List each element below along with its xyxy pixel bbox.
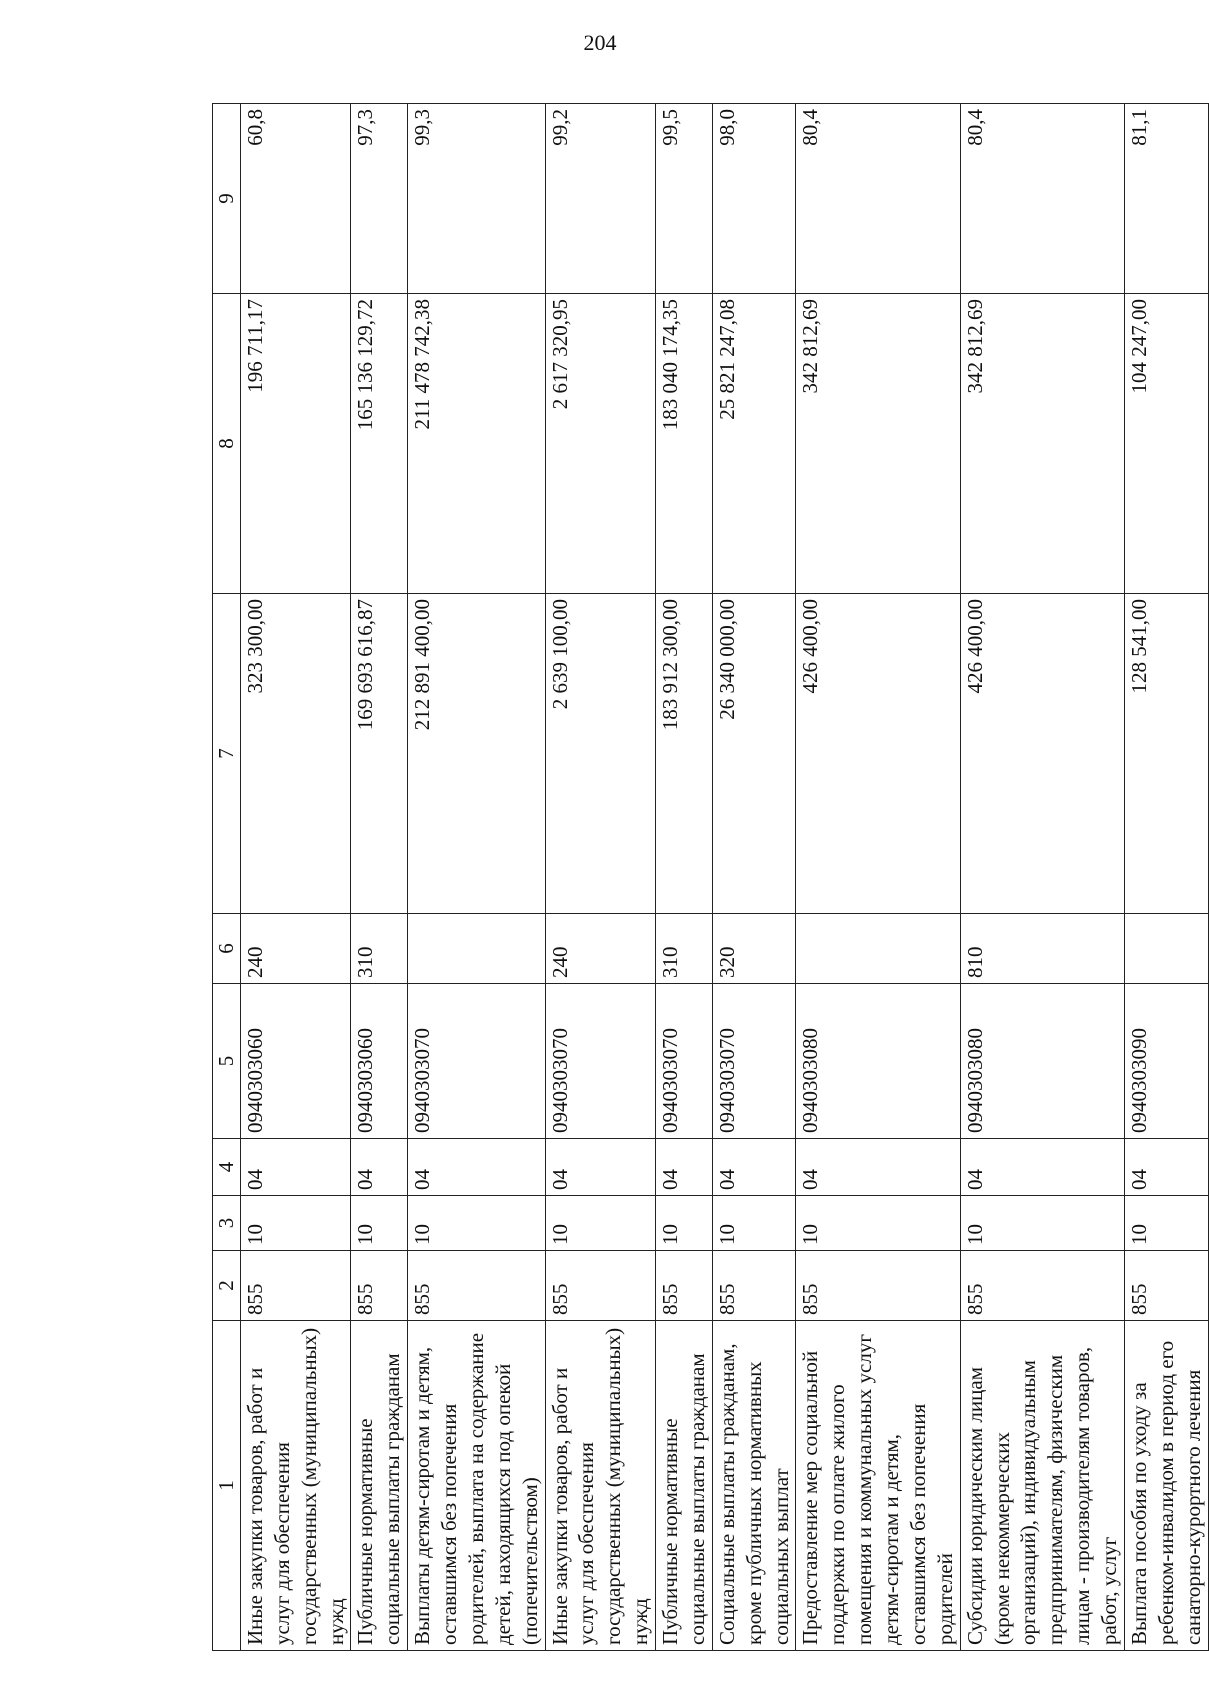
- row-code-5: 0940303070: [656, 984, 713, 1139]
- row-value-9: 60,8: [240, 104, 351, 294]
- row-code-4: 04: [1124, 1139, 1208, 1196]
- row-code-6: 240: [545, 914, 656, 984]
- rotated-table-wrapper: [212, 104, 1205, 1651]
- row-value-9: 99,5: [656, 104, 713, 294]
- row-code-5: 0940303070: [545, 984, 656, 1139]
- table-row: [712, 104, 796, 1651]
- row-value-8: 25 821 247,08: [712, 294, 796, 594]
- header-cell: 7: [213, 594, 241, 914]
- row-value-7: 128 541,00: [1124, 594, 1208, 914]
- row-code-5: 0940303070: [712, 984, 796, 1139]
- row-code-5: 0940303060: [351, 984, 408, 1139]
- row-code-6: [796, 914, 960, 984]
- header-cell: 3: [213, 1196, 241, 1251]
- row-description: Выплаты детям-сиротам и детям, оставшимся без попечения родителей, выплата на содержание детей, находящихся под опекой (попечительством): [408, 1321, 545, 1651]
- row-value-7: 26 340 000,00: [712, 594, 796, 914]
- row-code-2: 855: [1124, 1251, 1208, 1321]
- row-description: Субсидии юридическим лицам (кроме некоммерческих организаций), индивидуальным предпринимателям, физическим лицам - производителям товаров, работ, услуг: [960, 1321, 1124, 1651]
- row-description: Публичные нормативные социальные выплаты гражданам: [656, 1321, 713, 1651]
- row-code-6: 310: [656, 914, 713, 984]
- row-value-9: 80,4: [796, 104, 960, 294]
- row-code-2: 855: [656, 1251, 713, 1321]
- row-code-2: 855: [351, 1251, 408, 1321]
- row-code-6: 240: [240, 914, 351, 984]
- row-code-3: 10: [351, 1196, 408, 1251]
- row-code-6: 320: [712, 914, 796, 984]
- row-code-4: 04: [408, 1139, 545, 1196]
- table-row: [545, 104, 656, 1651]
- row-code-5: 0940303080: [960, 984, 1124, 1139]
- row-value-8: 183 040 174,35: [656, 294, 713, 594]
- header-cell: 4: [213, 1139, 241, 1196]
- row-value-7: 426 400,00: [960, 594, 1124, 914]
- row-value-7: 183 912 300,00: [656, 594, 713, 914]
- row-code-5: 0940303090: [1124, 984, 1208, 1139]
- row-code-2: 855: [712, 1251, 796, 1321]
- row-description: Социальные выплаты гражданам, кроме публичных нормативных социальных выплат: [712, 1321, 796, 1651]
- row-value-9: 98,0: [712, 104, 796, 294]
- row-code-6: 810: [960, 914, 1124, 984]
- budget-table: [212, 103, 1209, 1651]
- row-code-5: 0940303080: [796, 984, 960, 1139]
- row-code-5: 0940303060: [240, 984, 351, 1139]
- row-value-8: 342 812,69: [960, 294, 1124, 594]
- row-value-9: 97,3: [351, 104, 408, 294]
- header-cell: 5: [213, 984, 241, 1139]
- row-value-9: 81,1: [1124, 104, 1208, 294]
- row-code-3: 10: [712, 1196, 796, 1251]
- header-cell: 9: [213, 104, 241, 294]
- row-code-2: 855: [545, 1251, 656, 1321]
- row-value-9: 99,3: [408, 104, 545, 294]
- row-code-6: [1124, 914, 1208, 984]
- row-code-4: 04: [656, 1139, 713, 1196]
- row-code-3: 10: [408, 1196, 545, 1251]
- row-code-6: 310: [351, 914, 408, 984]
- row-value-7: 323 300,00: [240, 594, 351, 914]
- row-value-8: 196 711,17: [240, 294, 351, 594]
- row-code-2: 855: [960, 1251, 1124, 1321]
- row-value-7: 426 400,00: [796, 594, 960, 914]
- row-value-8: 211 478 742,38: [408, 294, 545, 594]
- header-cell: 2: [213, 1251, 241, 1321]
- row-value-8: 104 247,00: [1124, 294, 1208, 594]
- row-code-4: 04: [351, 1139, 408, 1196]
- row-value-7: 2 639 100,00: [545, 594, 656, 914]
- row-code-2: 855: [408, 1251, 545, 1321]
- row-value-9: 80,4: [960, 104, 1124, 294]
- header-cell: 1: [213, 1321, 241, 1651]
- table-row: [796, 104, 960, 1651]
- table-row: [960, 104, 1124, 1651]
- row-code-2: 855: [240, 1251, 351, 1321]
- table-row: [656, 104, 713, 1651]
- table-row: [1124, 104, 1208, 1651]
- table-row: [240, 104, 351, 1651]
- row-code-3: 10: [545, 1196, 656, 1251]
- row-code-3: 10: [1124, 1196, 1208, 1251]
- row-code-4: 04: [960, 1139, 1124, 1196]
- row-code-4: 04: [796, 1139, 960, 1196]
- row-description: Иные закупки товаров, работ и услуг для обеспечения государственных (муниципальных) нужд: [545, 1321, 656, 1651]
- header-cell: 8: [213, 294, 241, 594]
- row-code-5: 0940303070: [408, 984, 545, 1139]
- table-row: [351, 104, 408, 1651]
- row-code-4: 04: [240, 1139, 351, 1196]
- row-code-4: 04: [712, 1139, 796, 1196]
- row-value-8: 2 617 320,95: [545, 294, 656, 594]
- row-description: Выплата пособия по уходу за ребенком-инвалидом в период его санаторно-курортного лечения: [1124, 1321, 1208, 1651]
- row-code-3: 10: [796, 1196, 960, 1251]
- row-description: Предоставление мер социальной поддержки по оплате жилого помещения и коммунальных услуг детям-сиротам и детям, оставшимся без попечения родителей: [796, 1321, 960, 1651]
- row-description: Иные закупки товаров, работ и услуг для обеспечения государственных (муниципальных) нужд: [240, 1321, 351, 1651]
- header-cell: 6: [213, 914, 241, 984]
- header-row: [213, 104, 241, 1651]
- row-value-9: 99,2: [545, 104, 656, 294]
- row-code-6: [408, 914, 545, 984]
- row-value-8: 342 812,69: [796, 294, 960, 594]
- row-code-4: 04: [545, 1139, 656, 1196]
- row-value-7: 169 693 616,87: [351, 594, 408, 914]
- row-code-3: 10: [656, 1196, 713, 1251]
- row-code-2: 855: [796, 1251, 960, 1321]
- table-frame: [212, 104, 1205, 1651]
- row-value-8: 165 136 129,72: [351, 294, 408, 594]
- row-description: Публичные нормативные социальные выплаты гражданам: [351, 1321, 408, 1651]
- table-row: [408, 104, 545, 1651]
- row-code-3: 10: [240, 1196, 351, 1251]
- row-code-3: 10: [960, 1196, 1124, 1251]
- row-value-7: 212 891 400,00: [408, 594, 545, 914]
- page-number: 204: [583, 30, 617, 55]
